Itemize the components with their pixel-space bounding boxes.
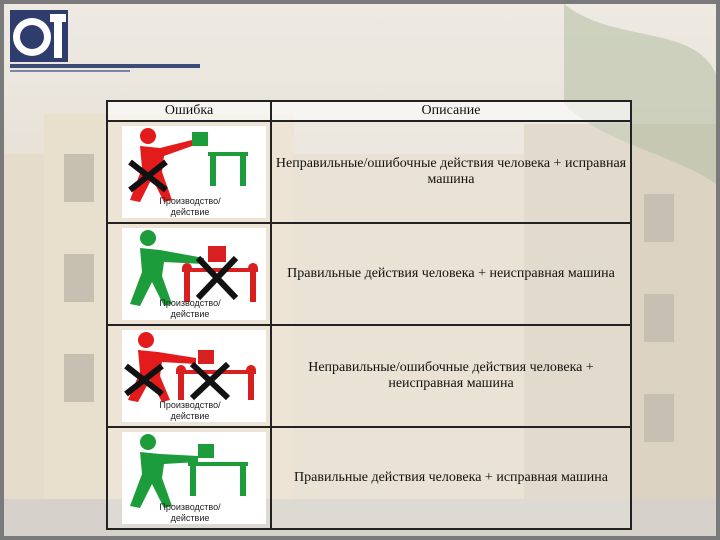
column-header-description: Описание bbox=[271, 101, 631, 121]
table-row bbox=[107, 223, 631, 325]
table-cell-description: Правильные действия человека + исправная машина bbox=[271, 427, 631, 529]
table-row bbox=[107, 325, 631, 427]
human-error-machine-faulty-icon bbox=[122, 330, 266, 422]
human-ok-machine-ok-icon bbox=[122, 432, 266, 524]
illustration-caption: Производство/ действие bbox=[159, 400, 221, 421]
table-cell-illustration bbox=[107, 427, 271, 529]
table-cell-description: Неправильные/ошибочные действия человека + неисправная машина bbox=[271, 325, 631, 427]
illustration-caption: Производство/ действие bbox=[159, 196, 221, 217]
header-rule-thin bbox=[10, 70, 130, 72]
illustration-caption: Производство/ действие bbox=[159, 298, 221, 319]
column-header-error: Ошибка bbox=[107, 101, 271, 121]
table-cell-description: Неправильные/ошибочные действия человека + исправная машина bbox=[271, 121, 631, 223]
table-header-row bbox=[107, 101, 631, 121]
human-ok-machine-faulty-icon bbox=[122, 228, 266, 320]
header-rule bbox=[10, 64, 200, 68]
slide bbox=[4, 4, 716, 536]
error-description-table bbox=[106, 100, 632, 530]
illustration-caption: Производство/ действие bbox=[159, 502, 221, 523]
institute-logo-icon bbox=[10, 10, 68, 62]
table-row bbox=[107, 427, 631, 529]
table-cell-illustration bbox=[107, 223, 271, 325]
table-cell-illustration bbox=[107, 325, 271, 427]
table-row bbox=[107, 121, 631, 223]
table-cell-description: Правильные действия человека + неисправная машина bbox=[271, 223, 631, 325]
human-error-machine-ok-icon bbox=[122, 126, 266, 218]
table-cell-illustration bbox=[107, 121, 271, 223]
